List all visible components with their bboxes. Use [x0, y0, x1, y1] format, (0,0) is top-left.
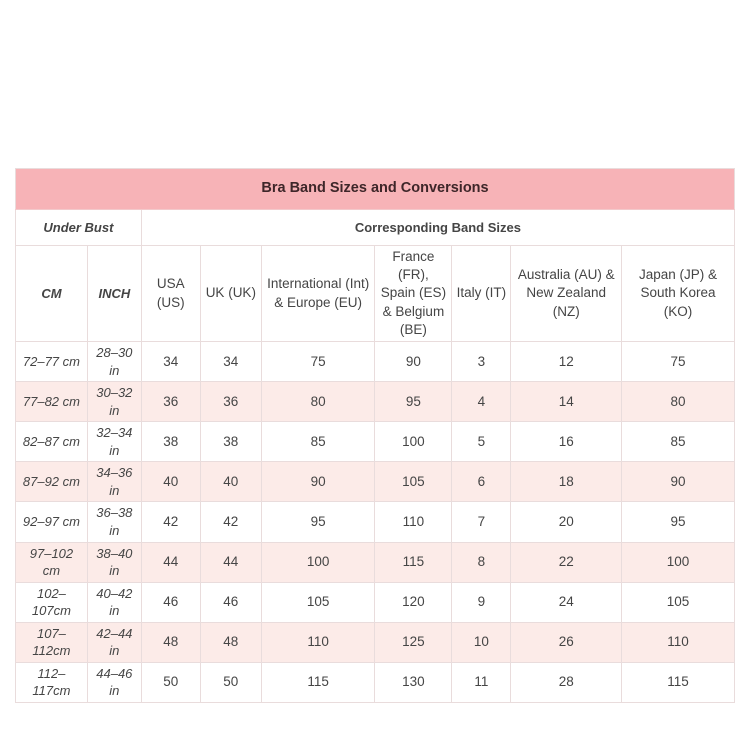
cell-jp-ko: 105: [622, 582, 735, 622]
table-header: [16, 169, 735, 342]
column-header-au-nz: Australia (AU) & New Zealand (NZ): [511, 246, 622, 342]
cell-inch: 40–42 in: [87, 582, 141, 622]
cell-int-eu: 75: [261, 342, 375, 382]
table-row: [16, 342, 735, 382]
cell-fr-es-be: 95: [375, 382, 452, 422]
table-row: [16, 462, 735, 502]
cell-jp-ko: 90: [622, 462, 735, 502]
cell-fr-es-be: 110: [375, 502, 452, 542]
table-row: [16, 622, 735, 662]
cell-italy-it: 7: [452, 502, 511, 542]
cell-uk-uk: 40: [200, 462, 261, 502]
cell-inch: 32–34 in: [87, 422, 141, 462]
cell-inch: 42–44 in: [87, 622, 141, 662]
cell-italy-it: 3: [452, 342, 511, 382]
cell-int-eu: 100: [261, 542, 375, 582]
cell-fr-es-be: 90: [375, 342, 452, 382]
column-header-row: [16, 246, 735, 342]
column-header-jp-ko: Japan (JP) & South Korea (KO): [622, 246, 735, 342]
cell-au-nz: 22: [511, 542, 622, 582]
cell-italy-it: 4: [452, 382, 511, 422]
cell-italy-it: 6: [452, 462, 511, 502]
table-row: [16, 502, 735, 542]
cell-uk-uk: 50: [200, 662, 261, 702]
cell-uk-uk: 34: [200, 342, 261, 382]
column-header-cm: CM: [16, 246, 88, 342]
cell-usa-us: 36: [141, 382, 200, 422]
table-row: [16, 662, 735, 702]
cell-italy-it: 11: [452, 662, 511, 702]
column-header-italy-it: Italy (IT): [452, 246, 511, 342]
cell-au-nz: 24: [511, 582, 622, 622]
column-header-uk-uk: UK (UK): [200, 246, 261, 342]
cell-uk-uk: 48: [200, 622, 261, 662]
cell-au-nz: 26: [511, 622, 622, 662]
table-row: [16, 542, 735, 582]
cell-jp-ko: 75: [622, 342, 735, 382]
cell-fr-es-be: 125: [375, 622, 452, 662]
cell-int-eu: 85: [261, 422, 375, 462]
cell-usa-us: 40: [141, 462, 200, 502]
cell-jp-ko: 100: [622, 542, 735, 582]
cell-au-nz: 28: [511, 662, 622, 702]
cell-jp-ko: 85: [622, 422, 735, 462]
cell-italy-it: 8: [452, 542, 511, 582]
column-header-int-eu: International (Int) & Europe (EU): [261, 246, 375, 342]
cell-usa-us: 50: [141, 662, 200, 702]
cell-inch: 34–36 in: [87, 462, 141, 502]
group-header-row: [16, 210, 735, 246]
cell-fr-es-be: 105: [375, 462, 452, 502]
cell-uk-uk: 36: [200, 382, 261, 422]
cell-fr-es-be: 115: [375, 542, 452, 582]
cell-cm: 87–92 cm: [16, 462, 88, 502]
title-row: [16, 169, 735, 210]
cell-inch: 38–40 in: [87, 542, 141, 582]
group-header-corresponding-band-sizes: Corresponding Band Sizes: [141, 210, 734, 246]
cell-au-nz: 20: [511, 502, 622, 542]
table-body: [16, 342, 735, 703]
cell-italy-it: 10: [452, 622, 511, 662]
cell-inch: 28–30 in: [87, 342, 141, 382]
cell-int-eu: 105: [261, 582, 375, 622]
cell-jp-ko: 110: [622, 622, 735, 662]
cell-usa-us: 44: [141, 542, 200, 582]
table-row: [16, 382, 735, 422]
cell-inch: 36–38 in: [87, 502, 141, 542]
cell-au-nz: 18: [511, 462, 622, 502]
column-header-fr-es-be: France (FR), Spain (ES) & Belgium (BE): [375, 246, 452, 342]
cell-usa-us: 42: [141, 502, 200, 542]
cell-fr-es-be: 130: [375, 662, 452, 702]
cell-uk-uk: 44: [200, 542, 261, 582]
cell-italy-it: 5: [452, 422, 511, 462]
cell-cm: 92–97 cm: [16, 502, 88, 542]
cell-usa-us: 48: [141, 622, 200, 662]
cell-cm: 107–112cm: [16, 622, 88, 662]
cell-cm: 82–87 cm: [16, 422, 88, 462]
cell-cm: 97–102 cm: [16, 542, 88, 582]
cell-inch: 30–32 in: [87, 382, 141, 422]
column-header-inch: INCH: [87, 246, 141, 342]
cell-fr-es-be: 120: [375, 582, 452, 622]
cell-uk-uk: 46: [200, 582, 261, 622]
cell-jp-ko: 115: [622, 662, 735, 702]
cell-cm: 102–107cm: [16, 582, 88, 622]
cell-uk-uk: 38: [200, 422, 261, 462]
cell-cm: 112–117cm: [16, 662, 88, 702]
cell-inch: 44–46 in: [87, 662, 141, 702]
cell-au-nz: 14: [511, 382, 622, 422]
cell-usa-us: 46: [141, 582, 200, 622]
cell-cm: 77–82 cm: [16, 382, 88, 422]
cell-jp-ko: 95: [622, 502, 735, 542]
cell-cm: 72–77 cm: [16, 342, 88, 382]
cell-au-nz: 16: [511, 422, 622, 462]
column-header-usa-us: USA (US): [141, 246, 200, 342]
cell-usa-us: 38: [141, 422, 200, 462]
cell-italy-it: 9: [452, 582, 511, 622]
cell-int-eu: 110: [261, 622, 375, 662]
cell-fr-es-be: 100: [375, 422, 452, 462]
group-header-under-bust: Under Bust: [16, 210, 142, 246]
table-row: [16, 422, 735, 462]
table-row: [16, 582, 735, 622]
cell-usa-us: 34: [141, 342, 200, 382]
table-title: Bra Band Sizes and Conversions: [16, 169, 735, 210]
cell-int-eu: 90: [261, 462, 375, 502]
cell-int-eu: 95: [261, 502, 375, 542]
cell-int-eu: 115: [261, 662, 375, 702]
bra-band-size-table: [15, 168, 735, 703]
cell-jp-ko: 80: [622, 382, 735, 422]
cell-int-eu: 80: [261, 382, 375, 422]
cell-uk-uk: 42: [200, 502, 261, 542]
cell-au-nz: 12: [511, 342, 622, 382]
